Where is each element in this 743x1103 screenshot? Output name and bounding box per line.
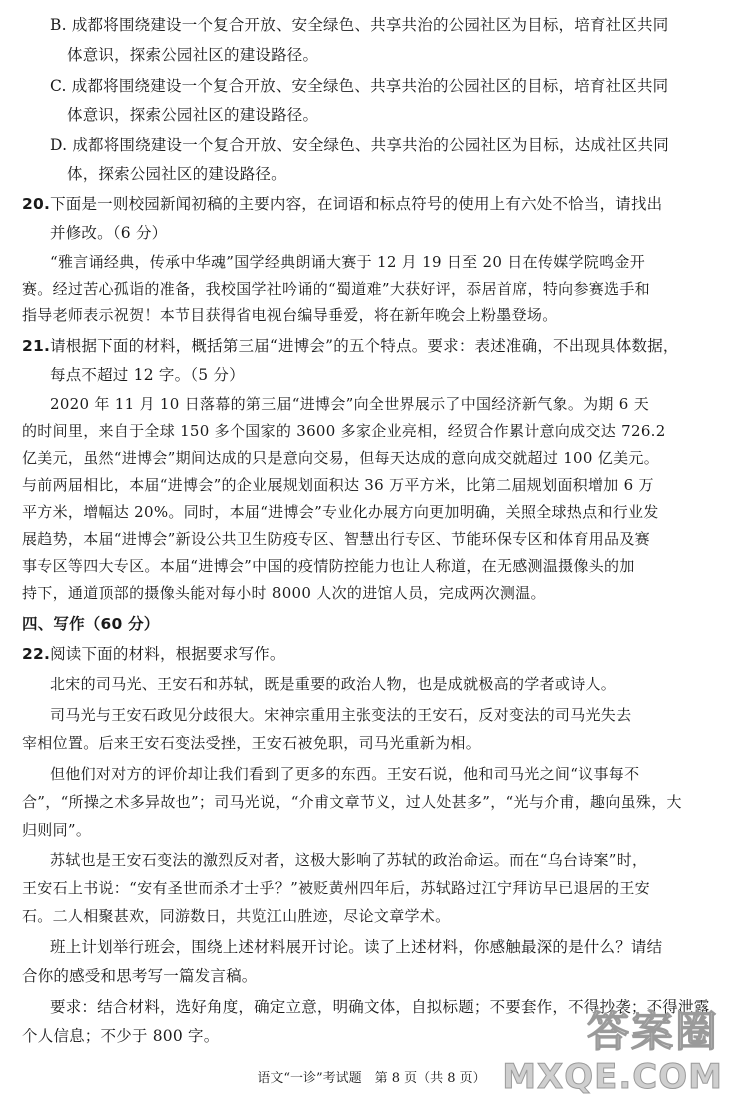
q20-text-line1: “雅言诵经典，传承中华魂”国学经典朗诵大赛于 12 月 19 日至 20 日在传媒学院鸣金开 <box>50 253 646 271</box>
q20-text-line2: 赛。经过苦心孤诣的准备，我校国学社吟诵的“蜀道难”大获好评，忝居首席，特向参赛选手和 <box>22 280 650 298</box>
q19-option-d-line1: D. 成都将围绕建设一个复合开放、安全绿色、共享共治的公园社区为目标，达成社区共同 <box>50 136 669 154</box>
q20-prompt-line2: 并修改。（6 分） <box>50 224 168 242</box>
q20-prompt-line1 <box>22 194 662 214</box>
q21-text-line7: 事专区等四大专区。本届“进博会”中国的疫情防控能力也让人称道，在无感测温摄像头的加 <box>22 557 635 575</box>
q20-text-line3: 指导老师表示祝贺！本节目获得省电视台编导垂爱，将在新年晚会上粉墨登场。 <box>22 306 558 324</box>
q22-material-p4-line1: 苏轼也是王安石变法的激烈反对者，这极大影响了苏轼的政治命运。而在“乌台诗案”时， <box>50 851 648 869</box>
section-writing-title: 四、写作（60 分） <box>22 615 160 633</box>
q22-requirements-line1: 要求：结合材料，选好角度，确定立意，明确文体，自拟标题；不要套作，不得抄袭；不得泄露 <box>50 998 710 1016</box>
q19-option-d-line2: 体，探索公园社区的建设路径。 <box>67 165 287 183</box>
q21-text-line5: 平方米，增幅达 20%。同时，本届“进博会”专业化办展方向更加明确，关照全球热点和行业发 <box>22 503 659 521</box>
q22-material-p3-line1: 但他们对对方的评价却让我们看到了更多的东西。王安石说，他和司马光之间“议事每不 <box>50 765 640 783</box>
q19-option-b-line2: 体意识，探索公园社区的建设路径。 <box>67 46 319 64</box>
q22-material-p4-line3: 石。二人相聚甚欢，同游数日，共览江山胜迹，尽论文章学术。 <box>22 907 451 925</box>
q21-text-line2: 的时间里，来自于全球 150 多个国家的 3600 多家企业亮相，经贸合作累计意向成交达 726.2 <box>22 422 666 440</box>
q21-prompt-text: 请根据下面的材料，概括第三届“进博会”的五个特点。要求：表述准确，不出现具体数据， <box>50 337 679 355</box>
q22-material-p4-line2: 王安石上书说：“安有圣世而杀才士乎？”被贬黄州四年后，苏轼路过江宁拜访早已退居的王安 <box>22 879 650 897</box>
q20-number: 20. <box>22 195 51 213</box>
q22-task-line1: 班上计划举行班会，围绕上述材料展开讨论。读了上述材料，你感触最深的是什么？请结 <box>50 938 663 956</box>
q22-material-p2-line2: 宰相位置。后来王安石变法受挫，王安石被免职，司马光重新为相。 <box>22 734 482 752</box>
q21-prompt-line2: 每点不超过 12 字。（5 分） <box>50 366 245 384</box>
q21-text-line4: 与前两届相比，本届“进博会”的企业展规划面积达 36 万平方米，比第二届规划面积增加 6 万 <box>22 476 654 494</box>
watermark-bottom-text: MXQE.COM <box>502 1057 723 1097</box>
q20-prompt-text: 下面是一则校园新闻初稿的主要内容，在词语和标点符号的使用上有六处不恰当，请找出 <box>50 195 663 213</box>
q21-text-line1: 2020 年 11 月 10 日落幕的第三届“进博会”向全世界展示了中国经济新气象。为期 6 天 <box>50 395 650 413</box>
q21-text-line3: 亿美元，虽然“进博会”期间达成的只是意向交易，但每天达成的意向成交就超过 100 亿美元。 <box>22 449 660 467</box>
q22-material-p1-line1: 北宋的司马光、王安石和苏轼，既是重要的政治人物，也是成就极高的学者或诗人。 <box>50 675 617 693</box>
q21-number: 21. <box>22 337 51 355</box>
q22-prompt <box>22 644 286 664</box>
q22-prompt-text: 阅读下面的材料，根据要求写作。 <box>50 645 286 663</box>
q22-material-p3-line3: 归则同”。 <box>22 821 92 839</box>
q21-prompt-line1 <box>22 336 679 356</box>
q22-task-line2: 合你的感受和思考写一篇发言稿。 <box>22 967 258 985</box>
q21-text-line6: 展趋势，本届“进博会”新设公共卫生防疫专区、智慧出行专区、节能环保专区和体育用品及赛 <box>22 530 650 548</box>
q19-option-c-line1: C. 成都将围绕建设一个复合开放、安全绿色、共享共治的公园社区的目标，培育社区共同 <box>50 77 669 95</box>
q19-option-c-line2: 体意识，探索公园社区的建设路径。 <box>67 106 319 124</box>
q19-option-b-line1: B. 成都将围绕建设一个复合开放、安全绿色、共享共治的公园社区为目标，培育社区共同 <box>50 16 669 34</box>
q21-text-line8: 持下，通道顶部的摄像头能对每小时 8000 人次的进馆人员，完成两次测温。 <box>22 584 546 602</box>
q22-material-p2-line1: 司马光与王安石政见分歧很大。宋神宗重用主张变法的王安石，反对变法的司马光失去 <box>50 706 632 724</box>
q22-number: 22. <box>22 645 51 663</box>
watermark-top-text: 答案圈 <box>586 1007 719 1056</box>
q22-material-p3-line2: 合”，“所操之术多异故也”；司马光说，“介甫文章节义，过人处甚多”，“光与介甫，趣向虽殊，大 <box>22 793 682 811</box>
page-footer: 语文“一诊”考试题 第 8 页（共 8 页） <box>257 1071 486 1086</box>
q22-requirements-line2: 个人信息；不少于 800 字。 <box>22 1027 220 1045</box>
site-watermark-logo <box>502 999 729 1097</box>
